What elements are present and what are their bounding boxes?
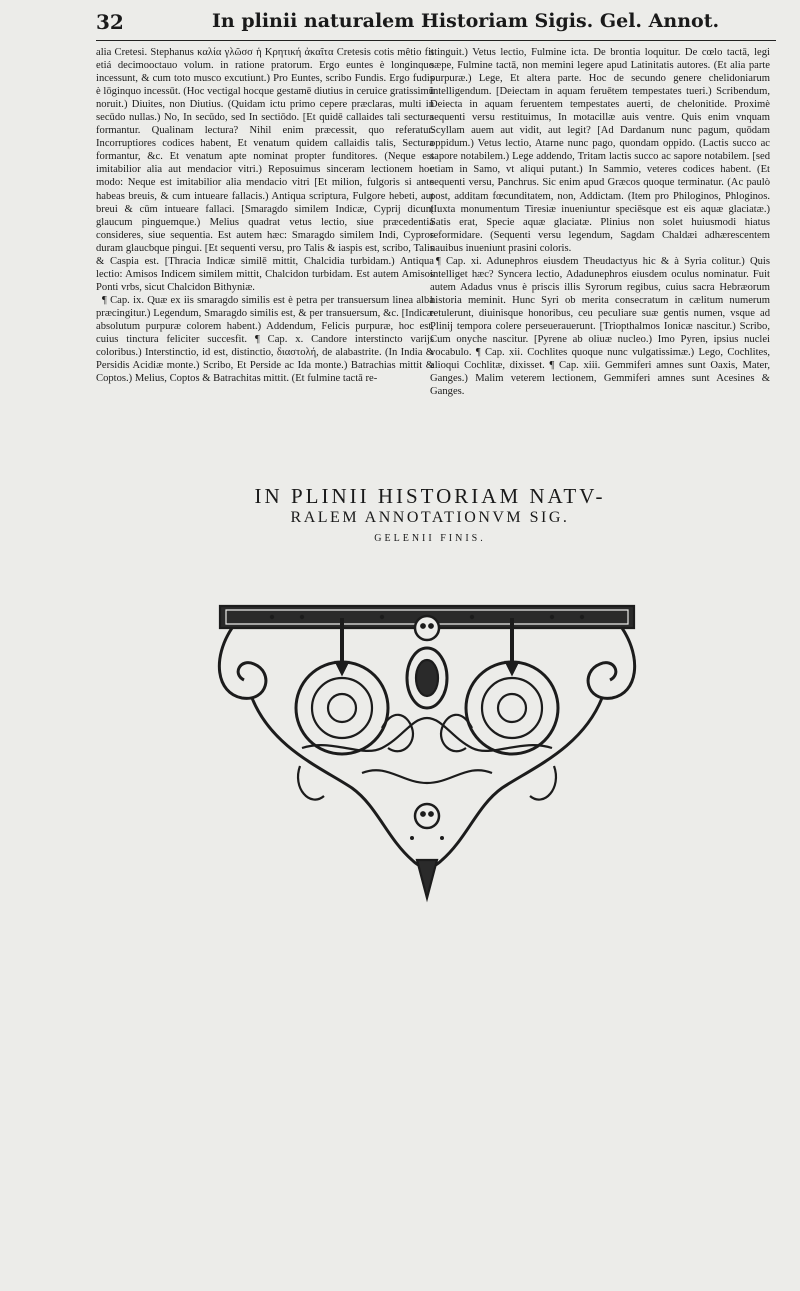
running-title: In plinii naturalem Historiam Sigis. Gel. Annot. bbox=[212, 10, 720, 32]
colophon-line-3: GELENII FINIS. bbox=[374, 533, 486, 544]
right-text-column bbox=[430, 46, 770, 398]
colophon-line-2: RALEM ANNOTATIONVM SIG. bbox=[290, 509, 570, 526]
colophon bbox=[100, 484, 760, 544]
right-paragraph: ¶ Cap. xi. Adunephros eiusdem Theudactyus hic & à Syria colitur.) Quis intelliget hæc? Syncera lectio, Adadunephros eiusdem oculus nominatur. Fuit autem Adadus vnus è priscis illis Syrorum regibus, cuius sacra Hebræorum historia meminit. Hunc Syri ob merita consecratum in cælitum numerum retulerunt, diuinisque honoribus, ceu peculiare suæ gentis numen, vsque ad Plinij tempora colere perseuerauerunt. [Triopthalmos Ionicæ nascitur.) Scribo, Cum onyche nascitur. [Pyrene ab oliuæ nucleo.) Imo Pyren, ipsius nuclei vocabulo. ¶ Cap. xii. Cochlites quoque nunc vulgatissimæ.) Lego, Cochlites, alioqui Cochlitæ, dixisset. ¶ Cap. xiii. Gemmiferi amnes sunt Oaxis, Mater, Ganges.) Malim veterem lectionem, Gemmiferi amnes sunt Acesines & Ganges. bbox=[430, 255, 770, 398]
left-paragraph: alia Cretesi. Stephanus καλία γλῶσσ ἡ Κρητική ἀκαῖτα Cretesis cotis mêtio fit etiá decimooctauo volum. in ratione pratorum. Ergo euntes è longinquo incessunt, & cum toto musco excutiunt.) Pro Euntes, scribo Fundis. Ergo fudis è lōginquo incessūt. (Hoc vectigal hocque gestamē diutius in ceruice gratissimū noruit.) Diuites, non Diutius. (Quidam ictu primo cepere præclaras, multi in secūdo nullas.) No, In secūdo, sed In sectiōdo. [Et quidē callaides tali sectura formantur. Qualinam lectura? Nihil enim præcessit, quo referatur. Incorruptiores codices habent, Et venatum quidem callaidis talis, Sectura formantur, &c. Et venatum apte nominat propter funditores. (Neque est imitabilior alia aut mendacior vitri.) Reposuimus sinceram lectionem hoc modo: Neque est imitabilior alia mendacio vitri [Et milion, fulgoris si ante habeas breuis, & cum intueare fallacis.) Antiqua scriptura, Fulgore hebeti, aut breui & cūm intueare fallaci. [Smaragdo similem Indicæ, Cyprij dicunt glaucum pinguemque.) Melius quadrat vetus lectio, siue præcedentia consideres, siue sequentia. Est autem hæc: Smaragdo similem Indi, Cypros duram glaucbque pingui. [Et sequenti versu, pro Talis & iaspis est, scribo, Talis & Caspia est. [Thracia Indicæ similē mittit, Chalcidia turbidam.) Antiqua lectio: Amisos Indicem similem mittit, Chalcidon turbidam. Est autem Amisos Ponti vrbs, sicut Chalcidon Bithyniæ. bbox=[96, 47, 434, 293]
left-paragraph: ¶ Cap. ix. Quæ ex iis smaragdo similis est è petra per transuersum linea alba præcingitur.) Legendum, Smaragdo similis est, & per transuersum, &c. [Indicæ absolutum purpuræ colorem habent.) Addendum, Felicis purpuræ, hoc est, cuius tinctura feliciter succesfit. ¶ Cap. x. Candore interstincto varijs coloribus.) Interstinctio, id est, distinctio, διαστολή, de alabastrite. (In India & Persidis Acidiæ monte.) Scribo, Et Perside ac Ida monte.) Batrachias mittit & Coptos.) Melius, Coptos & Batrachitas mittit. (Et fulmine tactā re- bbox=[96, 294, 434, 385]
page-number: 32 bbox=[96, 10, 124, 34]
running-header bbox=[96, 6, 776, 41]
grotesque-tailpiece-ornament-icon bbox=[212, 598, 642, 903]
left-text-column bbox=[96, 46, 434, 385]
colophon-line-1: IN PLINII HISTORIAM NATV- bbox=[254, 484, 606, 508]
right-paragraph: stinguit.) Vetus lectio, Fulmine icta. De brontia loquitur. De cœlo tactā, legi sæpe, Fulmine tactā, non memini legere apud Latinitatis autores. (Et alia parte purpuræ.) Lege, Et altera parte. Hoc de secundo genere chelidoniarum intelligendum. [Deiectam in aquam feruētem tempestates tueri.) Scribendum, Deiecta in aquam feruentem tempestates auerti, de chelonitide. Proximè sequenti versu restituimus, In motacillæ auis ventre. Quis enim vnquam Scyllam auem aut vidit, aut legit? [Ad Dardanum nunc pagum, quōdam oppidum.) Vetus lectio, Atarne nunc pago, quondam oppido. (Lactis succo ac sapore notabilem.) Lege addendo, Tritam lactis succo ac sapore notabilem. [sed etiam in Samo, vt aliqui putant.) In Sammio, veteres codices habent. (Et sequenti versu, Panchrus. Sic enim apud Græcos quoque terminatur. (Ac paulò post, additam fœcunditatem, non, Addictam. (Item pro Philoginos, Phloginos. (Iuxta monumentum Tiresiæ inueniuntur speciēsque est eis aquæ glaciatæ.) Satis erat, Specie aquæ glaciatæ. Plinius non solet huiusmodi hiatus reformidare. (Sequenti versu legendum, Sagdam Chaldæi adhærescentem nauibus inueniunt prasini coloris. bbox=[430, 47, 770, 254]
